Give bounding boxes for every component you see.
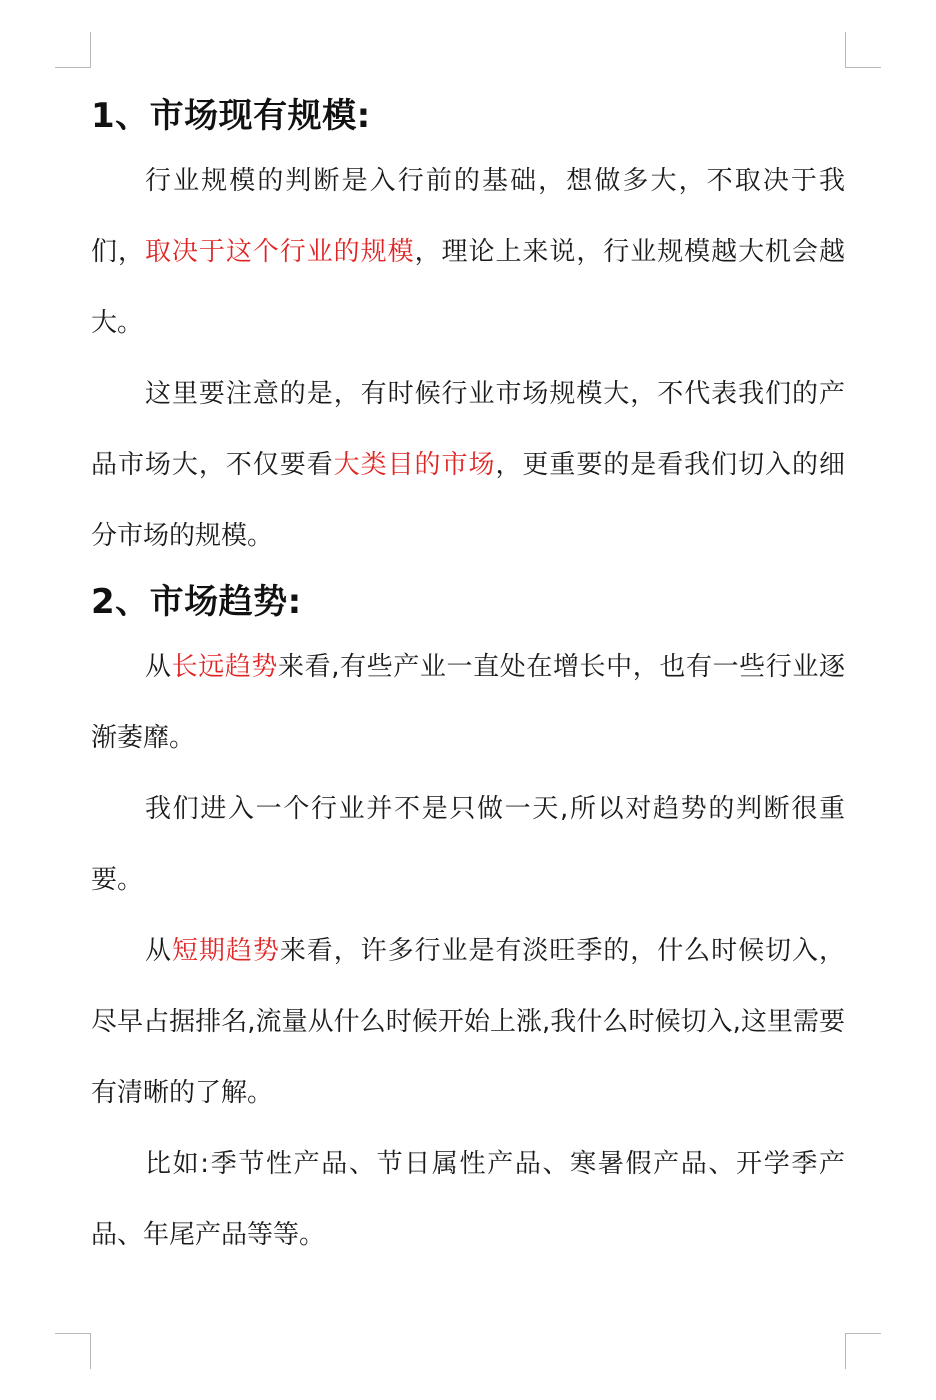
paragraph-examples: 比如:季节性产品、节日属性产品、寒暑假产品、开学季产品、年尾产品等等。 xyxy=(91,1149,845,1250)
margin-mark-top-left-vertical xyxy=(90,32,91,68)
margin-mark-top-left-horizontal xyxy=(55,67,91,68)
paragraph-trend-importance: 我们进入一个行业并不是只做一天,所以对趋势的判断很重要。 xyxy=(91,794,845,895)
margin-mark-bottom-right-vertical xyxy=(845,1333,846,1369)
margin-mark-bottom-left-vertical xyxy=(90,1333,91,1369)
text-run: ，更重要的是看我们切入的细分市场的规模。 xyxy=(91,450,845,551)
margin-mark-bottom-left-horizontal xyxy=(55,1333,91,1334)
text-run: ，理论上来说，行业规模越大机会越大。 xyxy=(91,237,845,338)
document-body xyxy=(91,86,845,1271)
paragraph-industry-scale xyxy=(91,146,845,359)
text-run: 来看,有些产业一直处在增长中，也有一些行业逐渐萎靡。 xyxy=(91,652,845,753)
highlight-text: 长远趋势 xyxy=(171,652,279,682)
highlight-text: 大类目的市场 xyxy=(333,450,496,480)
text-run: 这里要注意的是，有时候行业市场规模大，不代表我们的产品市场大，不仅要看 xyxy=(91,379,845,480)
highlight-text: 取决于这个行业的规模 xyxy=(144,237,415,267)
highlight-text: 短期趋势 xyxy=(171,936,280,966)
margin-mark-top-right-vertical xyxy=(845,32,846,68)
text-run: 从 xyxy=(145,936,172,966)
section-heading-market-trend: 2、市场趋势: xyxy=(91,582,302,622)
text-run: 从 xyxy=(145,652,172,682)
margin-mark-top-right-horizontal xyxy=(845,67,881,68)
paragraph-short-term-trend xyxy=(91,916,845,1129)
section-heading-market-size: 1、市场现有规模: xyxy=(91,96,371,136)
margin-mark-bottom-right-horizontal xyxy=(845,1333,881,1334)
paragraph-long-term-trend xyxy=(91,632,845,774)
text-run: 行业规模的判断是入行前的基础，想做多大，不取决于我们， xyxy=(91,166,845,267)
paragraph-segment-market xyxy=(91,359,845,572)
text-run: 来看，许多行业是有淡旺季的，什么时候切入，尽早占据排名,流量从什么时候开始上涨,我什么时候切入,这里需要有清晰的了解。 xyxy=(91,936,845,1108)
